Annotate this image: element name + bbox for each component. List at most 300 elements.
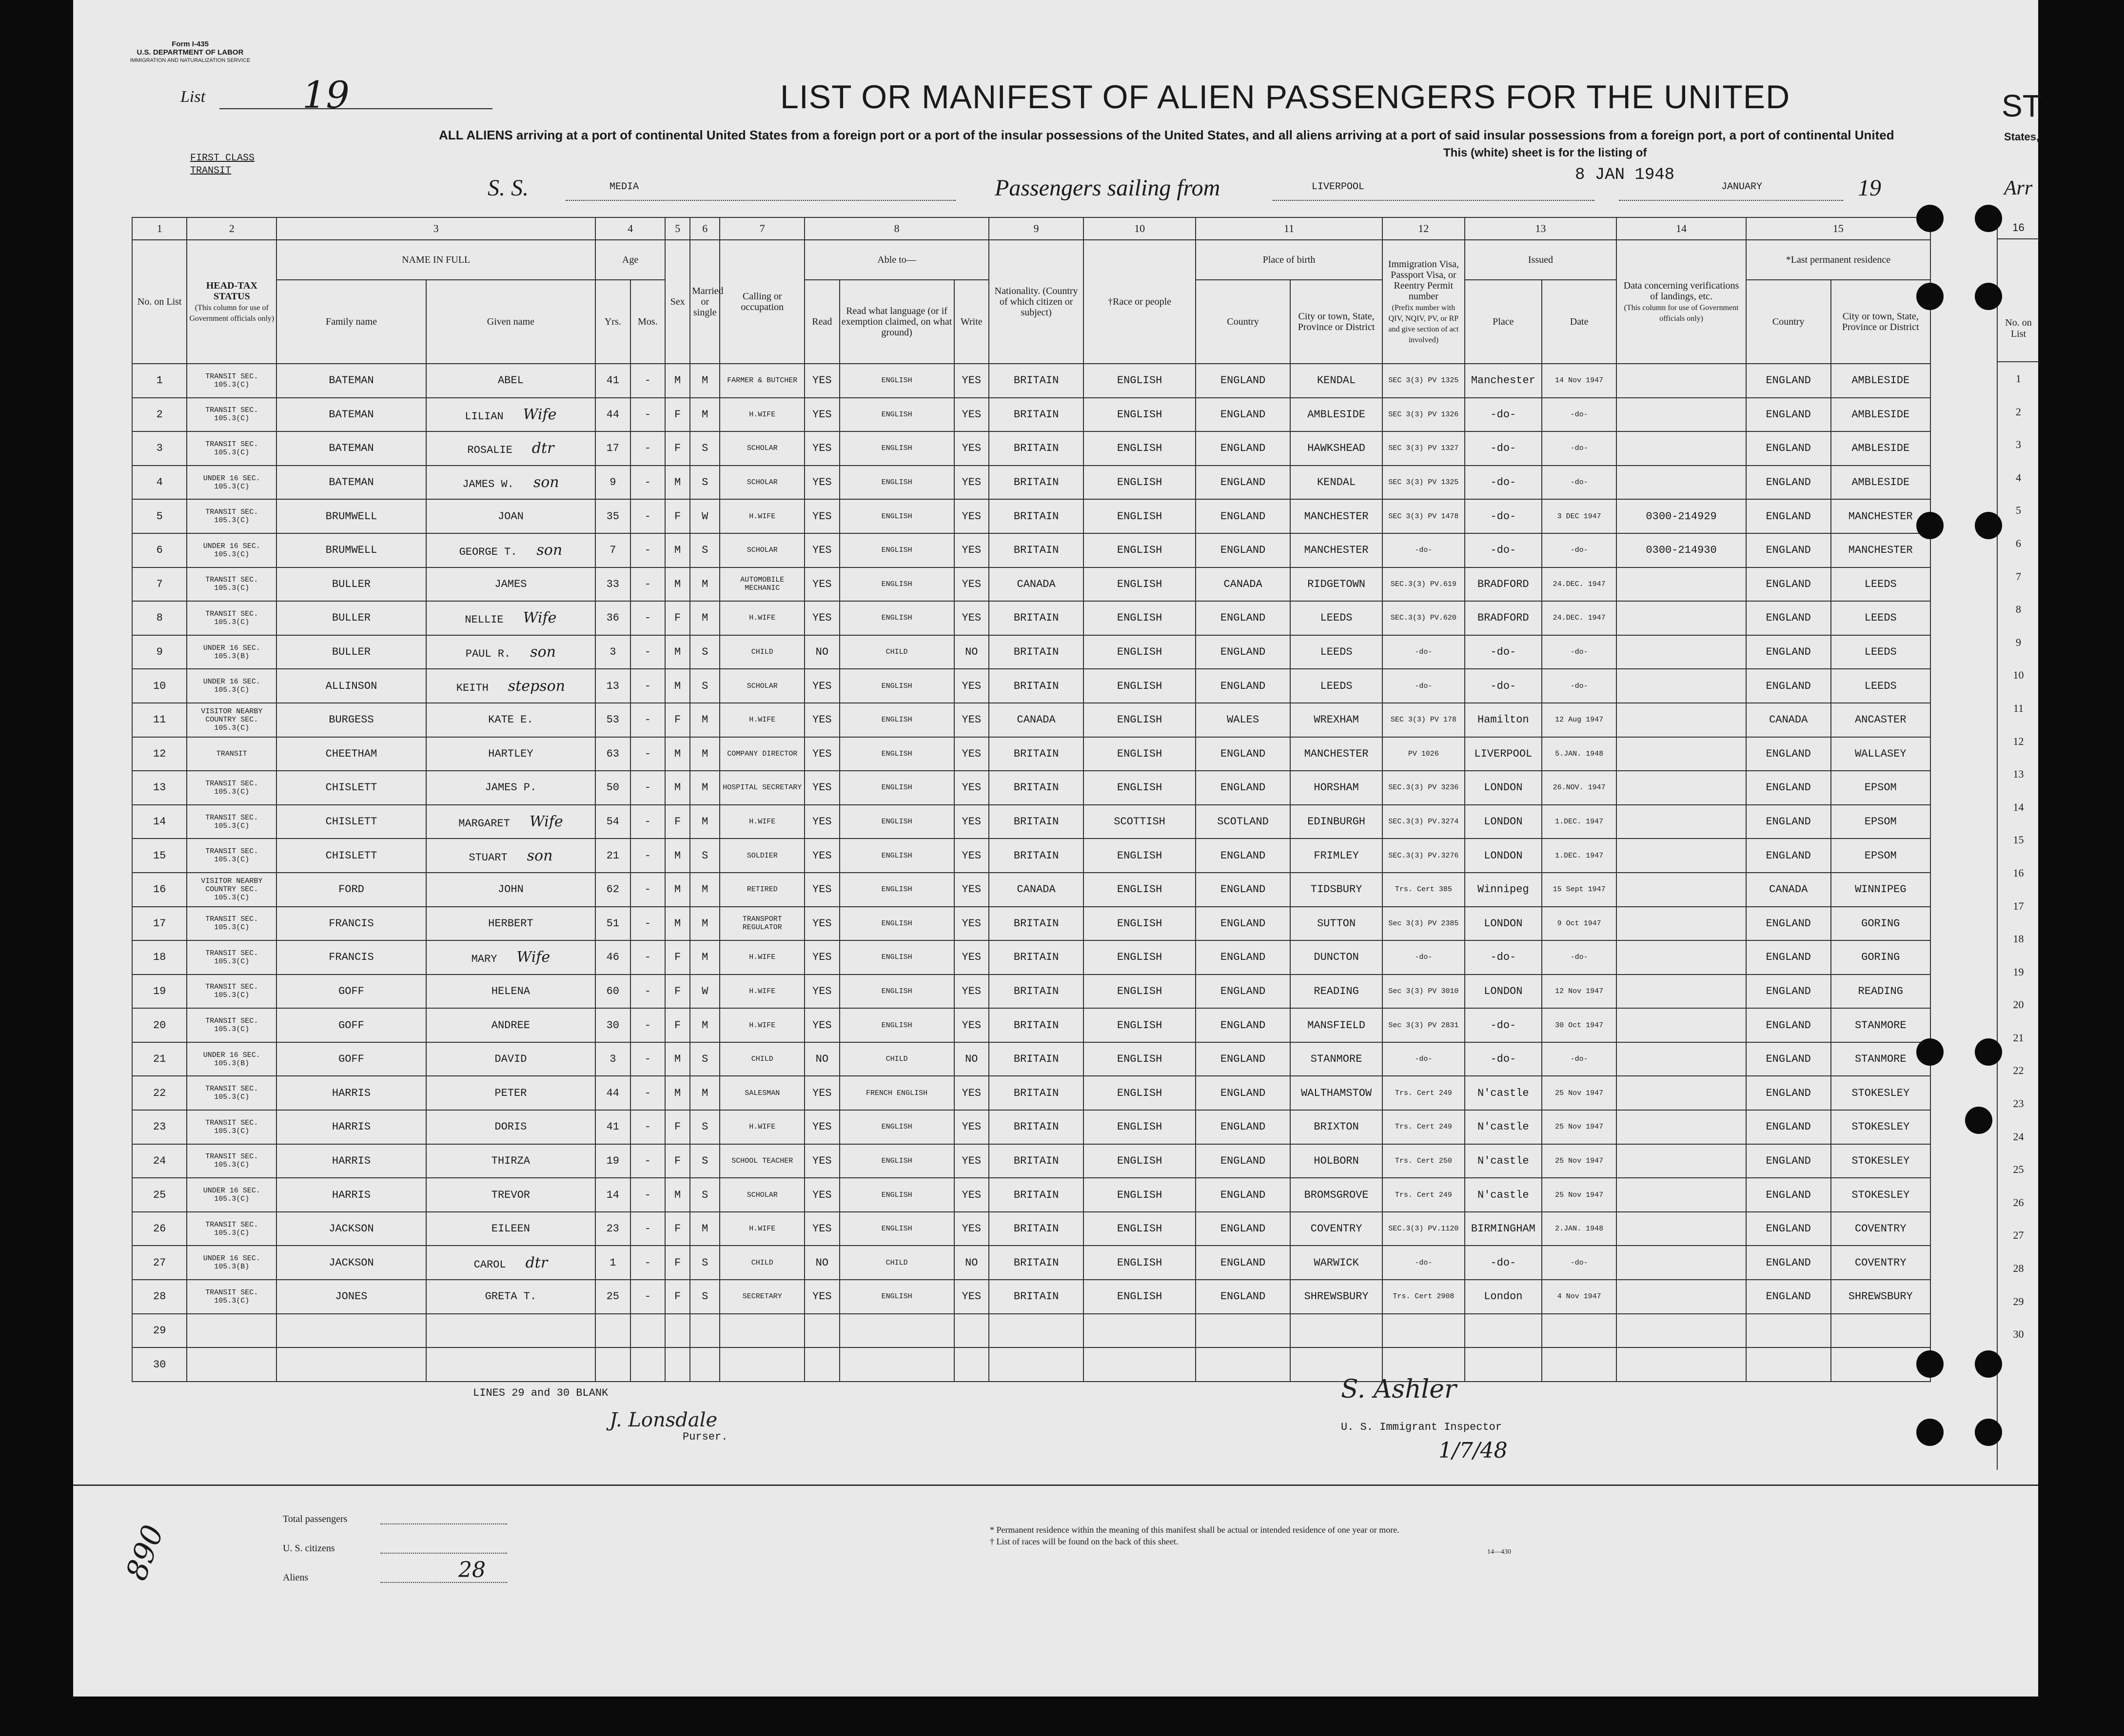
punch-hole	[1975, 1038, 2002, 1066]
birth-country: ENGLAND	[1196, 907, 1290, 941]
age-years: 19	[595, 1144, 630, 1178]
birth-country: ENGLAND	[1196, 839, 1290, 873]
nationality: BRITAIN	[989, 1076, 1083, 1110]
landing-data	[1616, 805, 1746, 839]
service: IMMIGRATION AND NATURALIZATION SERVICE	[130, 58, 251, 63]
marital-status: S	[690, 466, 720, 500]
age-months: -	[630, 364, 666, 398]
row-number: 8	[132, 601, 187, 635]
visa-number: -do-	[1382, 1246, 1465, 1280]
family-name: HARRIS	[276, 1178, 426, 1212]
col-num: 7	[720, 217, 805, 240]
given-name: EILEEN	[426, 1212, 595, 1246]
landing-data: 0300-214929	[1616, 499, 1746, 533]
nationality: BRITAIN	[989, 635, 1083, 669]
sex: F	[665, 1110, 690, 1144]
landing-data	[1616, 567, 1746, 602]
residence-city: LEEDS	[1831, 567, 1930, 602]
can-read: YES	[805, 771, 840, 805]
family-name	[276, 1347, 426, 1382]
visa-number: Sec 3(3) PV 2831	[1382, 1008, 1465, 1042]
issued-place: N'castle	[1465, 1144, 1542, 1178]
residence-country: ENGLAND	[1746, 771, 1831, 805]
residence-city: STANMORE	[1831, 1042, 1930, 1076]
can-write: YES	[954, 1144, 989, 1178]
row-number: 26	[132, 1212, 187, 1246]
table-row	[132, 907, 1930, 941]
table-row	[132, 737, 1930, 771]
birth-city: TIDSBURY	[1290, 873, 1382, 907]
right-row-number: 30	[2013, 1328, 2024, 1341]
sex: M	[665, 1076, 690, 1110]
can-write: YES	[954, 364, 989, 398]
col-num: 3	[276, 217, 595, 240]
sex: M	[665, 635, 690, 669]
footnote-races: † List of races will be found on the back of this sheet.	[990, 1537, 1179, 1546]
col-num: 10	[1083, 217, 1196, 240]
row-number: 10	[132, 669, 187, 703]
right-row-number: 23	[2013, 1097, 2024, 1110]
residence-city: LEEDS	[1831, 669, 1930, 703]
residence-city: STOKESLEY	[1831, 1178, 1930, 1212]
can-read: YES	[805, 737, 840, 771]
residence-city: STOKESLEY	[1831, 1110, 1930, 1144]
head-tax-status: UNDER 16 SEC. 105.3(C)	[187, 466, 276, 500]
nationality: BRITAIN	[989, 466, 1083, 500]
given-name: MARGARET Wife	[426, 805, 595, 839]
given-name	[426, 1347, 595, 1382]
relationship-note: stepson	[508, 677, 565, 695]
relationship-note: dtr	[531, 440, 554, 457]
edge-states: States,	[2004, 131, 2040, 143]
birth-city: KENDAL	[1290, 466, 1382, 500]
nationality	[989, 1314, 1083, 1348]
residence-city	[1831, 1314, 1930, 1348]
header-given-name: Given name	[426, 280, 595, 364]
visa-number: SEC.3(3) PV.1120	[1382, 1212, 1465, 1246]
marital-status: M	[690, 601, 720, 635]
table-row	[132, 1212, 1930, 1246]
aliens-line	[380, 1582, 507, 1583]
row-number: 23	[132, 1110, 187, 1144]
visa-number: Trs. Cert 250	[1382, 1144, 1465, 1178]
row-number: 16	[132, 873, 187, 907]
col-num: 14	[1616, 217, 1746, 240]
page-title: LIST OR MANIFEST OF ALIEN PASSENGERS FOR THE UNITED	[780, 78, 1790, 116]
age-months: -	[630, 940, 666, 975]
manifest-sheet	[73, 0, 2042, 1697]
birth-country: ENGLAND	[1196, 1178, 1290, 1212]
given-name: THIRZA	[426, 1144, 595, 1178]
read-language: ENGLISH	[840, 1212, 954, 1246]
age-years: 41	[595, 1110, 630, 1144]
race: ENGLISH	[1083, 1042, 1196, 1076]
occupation: SCHOLAR	[720, 466, 805, 500]
given-name: MARY Wife	[426, 940, 595, 975]
head-tax-status: TRANSIT SEC. 105.3(C)	[187, 1008, 276, 1042]
landing-data	[1616, 1076, 1746, 1110]
can-read: YES	[805, 839, 840, 873]
issued-date: 24.DEC. 1947	[1542, 567, 1616, 602]
can-read: YES	[805, 940, 840, 975]
occupation: H.WIFE	[720, 398, 805, 432]
nationality: BRITAIN	[989, 771, 1083, 805]
birth-city: HOLBORN	[1290, 1144, 1382, 1178]
issued-place: Winnipeg	[1465, 873, 1542, 907]
residence-country: ENGLAND	[1746, 1246, 1831, 1280]
residence-city: WINNIPEG	[1831, 873, 1930, 907]
right-row-number: 19	[2013, 965, 2024, 978]
landing-data	[1616, 1008, 1746, 1042]
given-name: DAVID	[426, 1042, 595, 1076]
age-years: 14	[595, 1178, 630, 1212]
age-months: -	[630, 975, 666, 1009]
punch-hole	[1975, 1419, 2002, 1446]
header-last-residence: *Last permanent residence	[1746, 240, 1930, 280]
table-row	[132, 533, 1930, 567]
marital-status: S	[690, 1246, 720, 1280]
birth-city: MANCHESTER	[1290, 533, 1382, 567]
can-write: NO	[954, 1246, 989, 1280]
read-language: ENGLISH	[840, 364, 954, 398]
relationship-note: son	[530, 644, 556, 661]
marital-status: S	[690, 635, 720, 669]
read-language: FRENCH ENGLISH	[840, 1076, 954, 1110]
read-language: ENGLISH	[840, 771, 954, 805]
row-number: 21	[132, 1042, 187, 1076]
sex: M	[665, 737, 690, 771]
header-calling: Calling or occupation	[720, 240, 805, 364]
family-name: BATEMAN	[276, 398, 426, 432]
issued-date: 1.DEC. 1947	[1542, 805, 1616, 839]
row-number: 29	[132, 1314, 187, 1348]
read-language: ENGLISH	[840, 499, 954, 533]
residence-country: ENGLAND	[1746, 1280, 1831, 1314]
head-tax-status: TRANSIT SEC. 105.3(C)	[187, 567, 276, 602]
given-name: JOHN	[426, 873, 595, 907]
residence-city: ANCASTER	[1831, 703, 1930, 737]
col-num: 2	[187, 217, 276, 240]
given-name: NELLIE Wife	[426, 601, 595, 635]
occupation: CHILD	[720, 1246, 805, 1280]
occupation: H.WIFE	[720, 703, 805, 737]
issued-date: -do-	[1542, 398, 1616, 432]
given-name: JOAN	[426, 499, 595, 533]
given-name: LILIAN Wife	[426, 398, 595, 432]
row-number: 3	[132, 431, 187, 466]
col-num: 6	[690, 217, 720, 240]
can-write: YES	[954, 499, 989, 533]
birth-city: COVENTRY	[1290, 1212, 1382, 1246]
given-name: JAMES	[426, 567, 595, 602]
residence-country: ENGLAND	[1746, 1076, 1831, 1110]
can-read: NO	[805, 635, 840, 669]
birth-country: ENGLAND	[1196, 771, 1290, 805]
residence-country: CANADA	[1746, 703, 1831, 737]
birth-country: ENGLAND	[1196, 499, 1290, 533]
age-years: 13	[595, 669, 630, 703]
birth-country: ENGLAND	[1196, 601, 1290, 635]
given-name: KEITH stepson	[426, 669, 595, 703]
punch-hole	[1916, 1350, 1944, 1378]
birth-city: EDINBURGH	[1290, 805, 1382, 839]
issued-place: LONDON	[1465, 975, 1542, 1009]
subtitle-sheet-note: This (white) sheet is for the listing of	[1443, 146, 1647, 159]
sex	[665, 1314, 690, 1348]
family-name: CHEETHAM	[276, 737, 426, 771]
age-months: -	[630, 907, 666, 941]
punch-hole	[1975, 205, 2002, 232]
nationality: CANADA	[989, 567, 1083, 602]
landing-data	[1616, 737, 1746, 771]
visa-number: SEC 3(3) PV 1327	[1382, 431, 1465, 466]
occupation: RETIRED	[720, 873, 805, 907]
relationship-note: son	[536, 542, 563, 559]
landing-data	[1616, 1314, 1746, 1348]
sex: M	[665, 839, 690, 873]
residence-city: GORING	[1831, 907, 1930, 941]
sex: F	[665, 398, 690, 432]
marital-status: M	[690, 1076, 720, 1110]
can-read: YES	[805, 431, 840, 466]
birth-country: ENGLAND	[1196, 1042, 1290, 1076]
can-write: YES	[954, 431, 989, 466]
residence-country: ENGLAND	[1746, 567, 1831, 602]
age-years: 44	[595, 398, 630, 432]
title-edge: ST	[2002, 88, 2042, 123]
row-number: 4	[132, 466, 187, 500]
blank-lines-note: LINES 29 and 30 BLANK	[473, 1387, 609, 1399]
issued-place: -do-	[1465, 398, 1542, 432]
marital-status	[690, 1314, 720, 1348]
relationship-note: son	[527, 847, 553, 864]
landing-data	[1616, 839, 1746, 873]
landing-data	[1616, 1347, 1746, 1382]
table-row	[132, 1110, 1930, 1144]
head-tax-status: TRANSIT SEC. 105.3(C)	[187, 1212, 276, 1246]
head-tax-status: TRANSIT SEC. 105.3(C)	[187, 1076, 276, 1110]
family-name: BULLER	[276, 601, 426, 635]
can-read: YES	[805, 499, 840, 533]
age-years: 46	[595, 940, 630, 975]
can-read: YES	[805, 601, 840, 635]
visa-number: SEC.3(3) PV 3236	[1382, 771, 1465, 805]
residence-city: SHREWSBURY	[1831, 1280, 1930, 1314]
birth-city: SHREWSBURY	[1290, 1280, 1382, 1314]
marital-status: M	[690, 873, 720, 907]
birth-country: ENGLAND	[1196, 1212, 1290, 1246]
table-row	[132, 1076, 1930, 1110]
age-years: 60	[595, 975, 630, 1009]
landing-data	[1616, 703, 1746, 737]
family-name: HARRIS	[276, 1144, 426, 1178]
right-row-number: 17	[2013, 899, 2024, 912]
can-write: YES	[954, 1178, 989, 1212]
column-16-edge	[1997, 217, 2039, 1470]
head-tax-status: TRANSIT SEC. 105.3(C)	[187, 940, 276, 975]
punch-hole	[1916, 1419, 1944, 1446]
right-row-number: 4	[2016, 471, 2021, 484]
occupation: SOLDIER	[720, 839, 805, 873]
landing-data	[1616, 601, 1746, 635]
head-tax-status: TRANSIT SEC. 105.3(C)	[187, 1110, 276, 1144]
manifest-table	[132, 217, 1931, 1382]
race: ENGLISH	[1083, 1144, 1196, 1178]
can-read: YES	[805, 703, 840, 737]
head-tax-status: TRANSIT SEC. 105.3(C)	[187, 431, 276, 466]
issued-place: -do-	[1465, 635, 1542, 669]
marital-status: S	[690, 431, 720, 466]
row-number: 24	[132, 1144, 187, 1178]
right-row-number: 12	[2013, 735, 2024, 747]
read-language: CHILD	[840, 1042, 954, 1076]
head-tax-status: TRANSIT SEC. 105.3(C)	[187, 839, 276, 873]
can-write: YES	[954, 1076, 989, 1110]
birth-country: ENGLAND	[1196, 873, 1290, 907]
birth-country: ENGLAND	[1196, 1076, 1290, 1110]
head-tax-status: UNDER 16 SEC. 105.3(B)	[187, 1042, 276, 1076]
marital-status: S	[690, 669, 720, 703]
total-passengers-label: Total passengers	[283, 1514, 348, 1524]
issued-date: 2.JAN. 1948	[1542, 1212, 1616, 1246]
right-row-number: 27	[2013, 1229, 2024, 1242]
col-num: 8	[805, 217, 989, 240]
read-language: CHILD	[840, 635, 954, 669]
head-tax-status: TRANSIT SEC. 105.3(C)	[187, 907, 276, 941]
row-number: 1	[132, 364, 187, 398]
visa-number: Trs. Cert 249	[1382, 1110, 1465, 1144]
residence-city: STOKESLEY	[1831, 1144, 1930, 1178]
head-tax-status: TRANSIT SEC. 105.3(C)	[187, 771, 276, 805]
family-name: BATEMAN	[276, 364, 426, 398]
col-num: 11	[1196, 217, 1382, 240]
issued-place	[1465, 1347, 1542, 1382]
age-months: -	[630, 601, 666, 635]
list-number: 19	[302, 73, 350, 117]
landing-data	[1616, 975, 1746, 1009]
given-name: ANDREE	[426, 1008, 595, 1042]
header-birth-city: City or town, State, Province or District	[1290, 280, 1382, 364]
age-years: 51	[595, 907, 630, 941]
birth-city: HORSHAM	[1290, 771, 1382, 805]
visa-number: SEC 3(3) PV 1478	[1382, 499, 1465, 533]
landing-data	[1616, 1178, 1746, 1212]
residence-country: ENGLAND	[1746, 1110, 1831, 1144]
race: ENGLISH	[1083, 975, 1196, 1009]
family-name: BULLER	[276, 635, 426, 669]
residence-country: ENGLAND	[1746, 737, 1831, 771]
ss-underline	[566, 200, 956, 201]
age-months: -	[630, 1212, 666, 1246]
given-name: STUART son	[426, 839, 595, 873]
table-row	[132, 1144, 1930, 1178]
read-language: ENGLISH	[840, 1008, 954, 1042]
family-name: CHISLETT	[276, 771, 426, 805]
landing-data	[1616, 873, 1746, 907]
table-row	[132, 1280, 1930, 1314]
marital-status: M	[690, 567, 720, 602]
right-row-number: 14	[2013, 800, 2024, 813]
visa-number: -do-	[1382, 635, 1465, 669]
nationality	[989, 1347, 1083, 1382]
occupation: SCHOLAR	[720, 1178, 805, 1212]
department: U.S. DEPARTMENT OF LABOR	[137, 48, 244, 57]
header-head-tax: HEAD-TAX STATUS (This column for use of Government officials only)	[187, 240, 276, 364]
aliens-label: Aliens	[283, 1572, 309, 1583]
nationality: BRITAIN	[989, 907, 1083, 941]
issued-date: 15 Sept 1947	[1542, 873, 1616, 907]
birth-country: ENGLAND	[1196, 1144, 1290, 1178]
issued-place: N'castle	[1465, 1110, 1542, 1144]
landing-data	[1616, 669, 1746, 703]
can-read	[805, 1347, 840, 1382]
right-row-number: 22	[2013, 1064, 2024, 1077]
marital-status: M	[690, 703, 720, 737]
can-read: YES	[805, 533, 840, 567]
issued-place: LIVERPOOL	[1465, 737, 1542, 771]
marital-status: S	[690, 1280, 720, 1314]
residence-country: ENGLAND	[1746, 839, 1831, 873]
occupation: H.WIFE	[720, 975, 805, 1009]
can-write: YES	[954, 398, 989, 432]
issued-place: -do-	[1465, 533, 1542, 567]
read-language: ENGLISH	[840, 1178, 954, 1212]
total-line	[380, 1523, 507, 1524]
table-row	[132, 398, 1930, 432]
race	[1083, 1314, 1196, 1348]
table-row	[132, 669, 1930, 703]
issued-place: Hamilton	[1465, 703, 1542, 737]
table-row	[132, 1178, 1930, 1212]
table-row	[132, 466, 1930, 500]
family-name: JONES	[276, 1280, 426, 1314]
ship-name: MEDIA	[610, 181, 639, 193]
right-row-number: 10	[2013, 669, 2024, 682]
landing-data	[1616, 907, 1746, 941]
row-number: 27	[132, 1246, 187, 1280]
purser-label: Purser.	[683, 1431, 728, 1443]
occupation: AUTOMOBILE MECHANIC	[720, 567, 805, 602]
table-row	[132, 1246, 1930, 1280]
table-row	[132, 1314, 1930, 1348]
us-citizens-label: U. S. citizens	[283, 1543, 335, 1554]
issued-date: 30 Oct 1947	[1542, 1008, 1616, 1042]
read-language: ENGLISH	[840, 567, 954, 602]
port-underline	[1273, 200, 1594, 201]
can-write: YES	[954, 873, 989, 907]
visa-number: Sec 3(3) PV 2385	[1382, 907, 1465, 941]
nationality: BRITAIN	[989, 975, 1083, 1009]
age-years: 41	[595, 364, 630, 398]
issued-date: 25 Nov 1947	[1542, 1178, 1616, 1212]
issued-place: Manchester	[1465, 364, 1542, 398]
residence-city: EPSOM	[1831, 805, 1930, 839]
can-write: YES	[954, 703, 989, 737]
col-num: 13	[1465, 217, 1617, 240]
head-tax-status: UNDER 16 SEC. 105.3(C)	[187, 1178, 276, 1212]
row-number: 7	[132, 567, 187, 602]
read-language: ENGLISH	[840, 1110, 954, 1144]
row-number: 14	[132, 805, 187, 839]
row-number: 9	[132, 635, 187, 669]
visa-number: SEC 3(3) PV 1325	[1382, 364, 1465, 398]
table-row	[132, 499, 1930, 533]
head-tax-status: VISITOR NEARBY COUNTRY SEC. 105.3(C)	[187, 873, 276, 907]
can-read: YES	[805, 398, 840, 432]
can-write: NO	[954, 1042, 989, 1076]
family-name: CHISLETT	[276, 839, 426, 873]
right-row-numbers	[1998, 362, 2039, 1351]
